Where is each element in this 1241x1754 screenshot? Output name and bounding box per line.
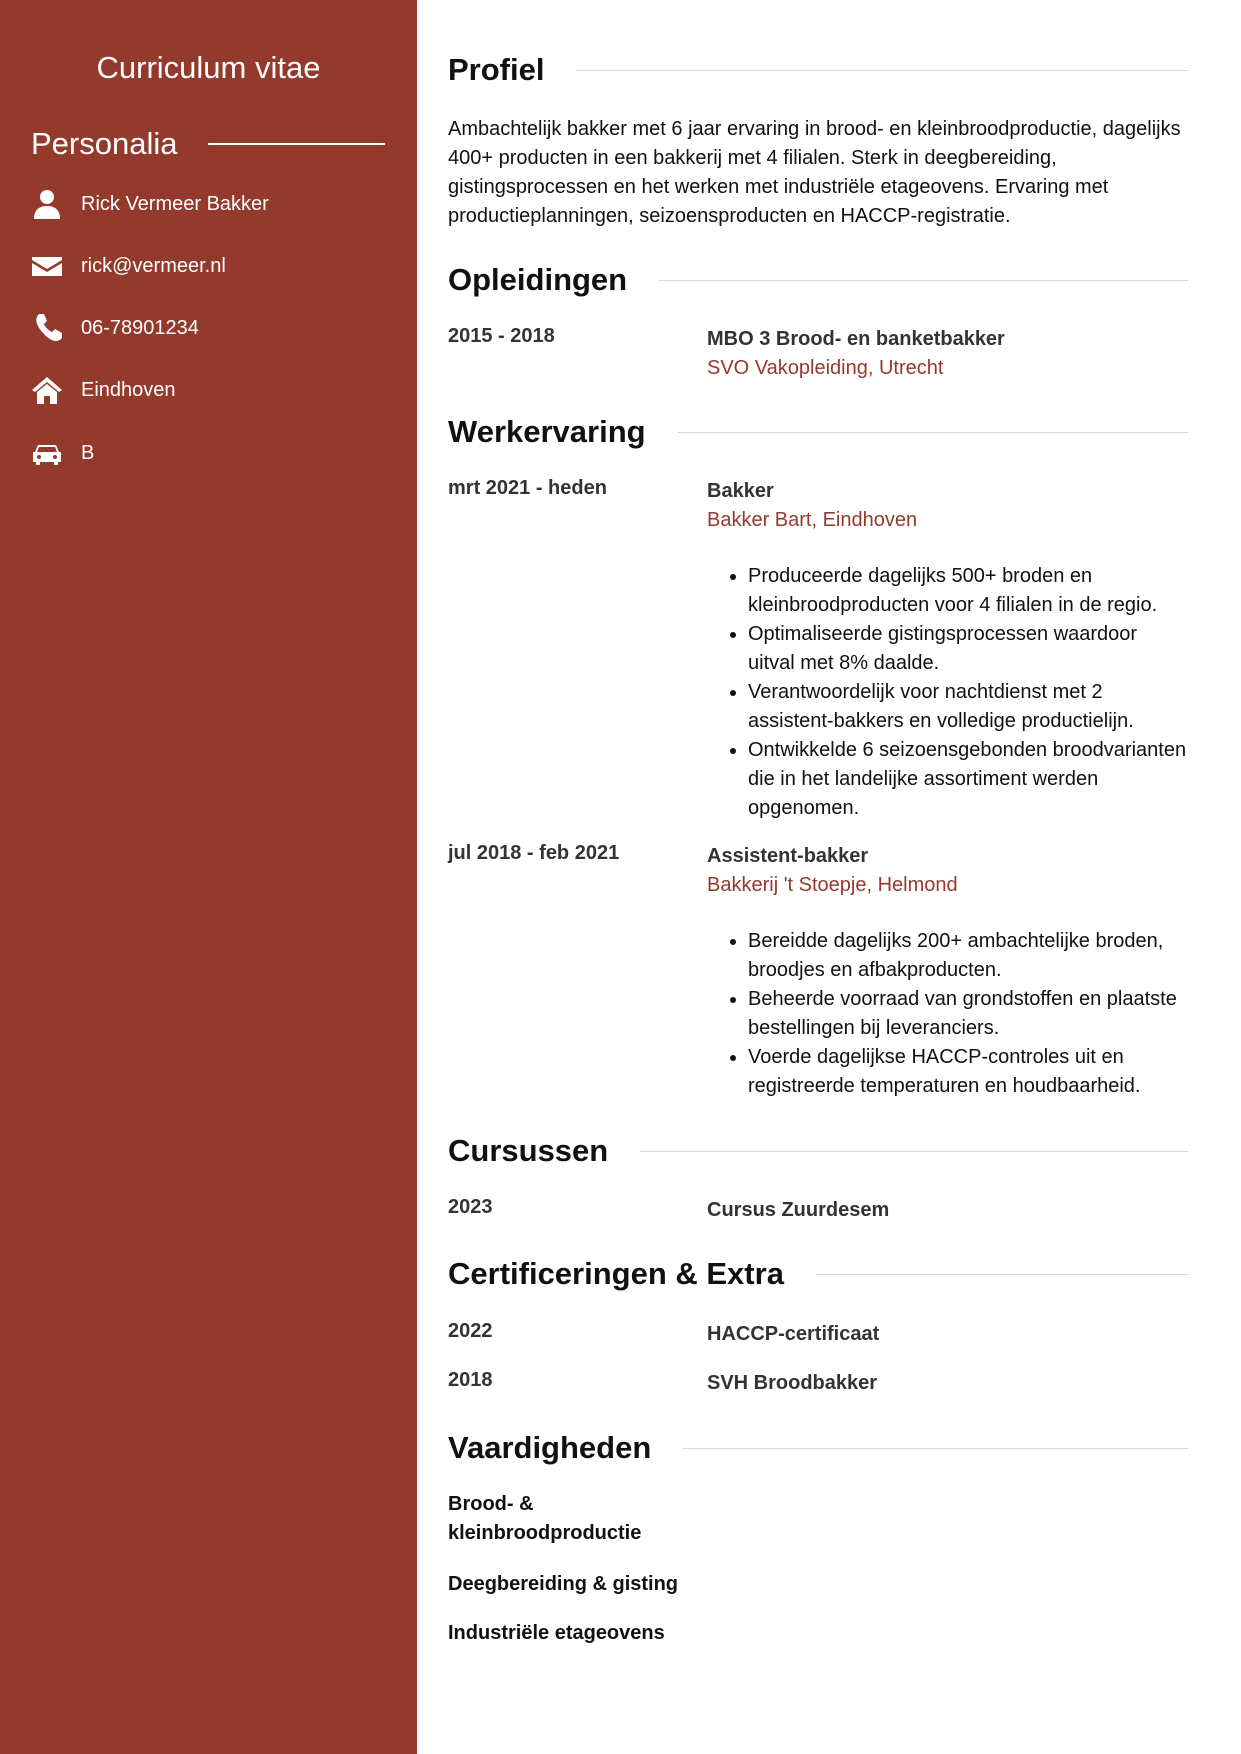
section-divider bbox=[678, 432, 1188, 433]
experience-bullets bbox=[707, 927, 1188, 1101]
phone-icon bbox=[31, 312, 63, 344]
certifications-header bbox=[448, 1256, 1188, 1292]
experience-org: Bakker Bart, Eindhoven bbox=[707, 509, 918, 531]
education-title-text: MBO 3 Brood- en banketbakker bbox=[707, 328, 1005, 350]
experience-header bbox=[448, 414, 1188, 450]
person-icon bbox=[31, 188, 63, 220]
section-divider bbox=[659, 280, 1188, 281]
experience-date: mrt 2021 - heden bbox=[448, 477, 607, 499]
contact-city-text: Eindhoven bbox=[81, 378, 176, 401]
envelope-icon bbox=[31, 250, 63, 282]
section-divider bbox=[816, 1274, 1188, 1275]
profile-title: Profiel bbox=[448, 52, 545, 87]
skill-item: Deegbereiding & gisting bbox=[448, 1573, 679, 1595]
education-date: 2015 - 2018 bbox=[448, 325, 555, 347]
contact-license bbox=[31, 433, 391, 473]
car-icon bbox=[31, 437, 63, 469]
section-divider bbox=[683, 1448, 1188, 1449]
profile-text: Ambachtelijk bakker met 6 jaar ervaring in brood- en kleinbroodproductie, dagelijks 400+ producten in een bakkerij met 4 filialen. Sterk in deegbereiding, gistingsprocessen en het werken met industriële etageovens. Ervaring met productieplanningen, seizoensproducten en HACCP-registratie. bbox=[448, 118, 1181, 227]
contact-name bbox=[31, 184, 391, 224]
list-item: • Voerde dagelijkse HACCP-controles uit en registreerde temperaturen en houdbaarheid. bbox=[748, 1043, 1188, 1101]
experience-org: Bakkerij 't Stoepje, Helmond bbox=[707, 874, 958, 896]
profile-header bbox=[448, 52, 1188, 88]
experience-job-title: Assistent-bakker bbox=[707, 845, 869, 867]
education-header bbox=[448, 262, 1188, 298]
skills-header bbox=[448, 1430, 1188, 1466]
experience-job-title: Bakker bbox=[707, 480, 774, 502]
contact-email-text[interactable]: rick@vermeer.nl bbox=[81, 254, 226, 277]
courses-header bbox=[448, 1133, 1188, 1169]
section-divider bbox=[208, 143, 385, 145]
list-item: • Optimaliseerde gistingsprocessen waardoor uitval met 8% daalde. bbox=[748, 620, 1188, 678]
list-item: • Produceerde dagelijks 500+ broden en kleinbroodproducten voor 4 filialen in de regio. bbox=[748, 562, 1188, 620]
contact-license-text: B bbox=[81, 441, 95, 464]
contact-phone-text[interactable]: 06-78901234 bbox=[81, 316, 199, 339]
contact-name-text: Rick Vermeer Bakker bbox=[81, 192, 269, 215]
personalia-title: Personalia bbox=[31, 126, 178, 161]
skill-item: Brood- & kleinbroodproductie bbox=[448, 1493, 642, 1544]
certification-title: SVH Broodbakker bbox=[707, 1372, 878, 1394]
contact-phone bbox=[31, 308, 391, 348]
section-divider bbox=[640, 1151, 1188, 1152]
education-org: SVO Vakopleiding, Utrecht bbox=[707, 357, 944, 379]
certification-title: HACCP-certificaat bbox=[707, 1323, 880, 1345]
course-date: 2023 bbox=[448, 1196, 493, 1218]
home-icon bbox=[31, 374, 63, 406]
skills-title: Vaardigheden bbox=[448, 1430, 652, 1465]
experience-bullets bbox=[707, 562, 1188, 823]
experience-title: Werkervaring bbox=[448, 414, 646, 449]
certifications-title: Certificeringen & Extra bbox=[448, 1256, 784, 1291]
cv-title: Curriculum vitae bbox=[96, 50, 321, 85]
experience-date: jul 2018 - feb 2021 bbox=[448, 842, 620, 864]
courses-title: Cursussen bbox=[448, 1133, 609, 1168]
contact-city bbox=[31, 370, 391, 410]
certification-date: 2022 bbox=[448, 1320, 493, 1342]
course-title: Cursus Zuurdesem bbox=[707, 1199, 890, 1221]
sidebar bbox=[0, 0, 417, 1754]
certification-date: 2018 bbox=[448, 1369, 493, 1391]
contact-email bbox=[31, 246, 391, 286]
list-item: • Ontwikkelde 6 seizoensgebonden broodvarianten die in het landelijke assortiment werden opgenomen. bbox=[748, 736, 1188, 823]
personalia-header bbox=[31, 126, 385, 162]
section-divider bbox=[576, 70, 1188, 71]
list-item: • Bereidde dagelijks 200+ ambachtelijke broden, broodjes en afbakproducten. bbox=[748, 927, 1188, 985]
list-item: • Verantwoordelijk voor nachtdienst met 2 assistent-bakkers en volledige productielijn. bbox=[748, 678, 1188, 736]
skill-item: Industriële etageovens bbox=[448, 1622, 665, 1644]
list-item: • Beheerde voorraad van grondstoffen en plaatste bestellingen bij leveranciers. bbox=[748, 985, 1188, 1043]
education-title: Opleidingen bbox=[448, 262, 628, 297]
